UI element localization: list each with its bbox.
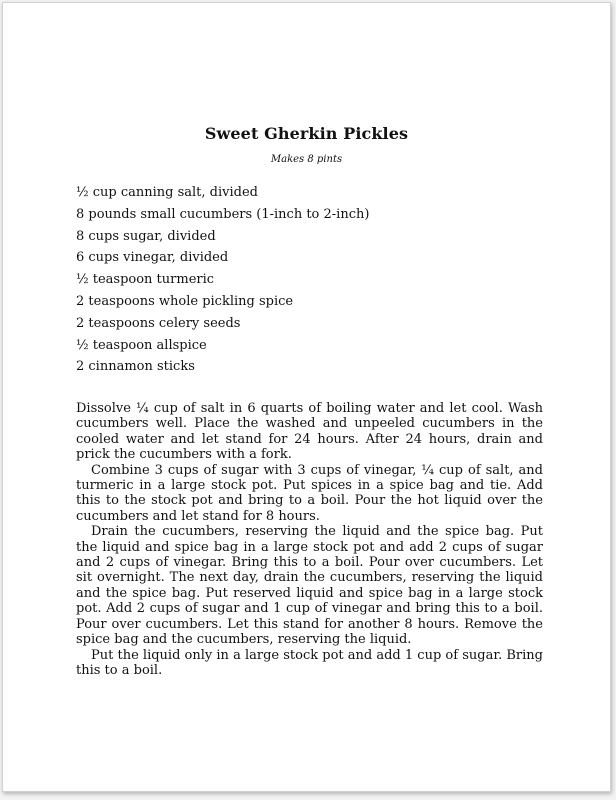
- recipe-title: Sweet Gherkin Pickles: [204, 124, 409, 143]
- recipe-yield: Makes 8 pints: [270, 154, 343, 165]
- ingredient-item: ½ teaspoon allspice: [76, 337, 207, 353]
- direction-paragraph: Combine 3 cups of sugar with 3 cups of vinegar, ¼ cup of salt, and turmeric in a large stock pot. Put spices in a spice bag and tie. Add this to the stock pot and bring to a boil. Pour the hot liquid over the cucumbers and let stand for 8 hours.: [76, 462, 543, 524]
- ingredient-item: 2 teaspoons whole pickling spice: [76, 293, 294, 309]
- ingredient-item: 2 cinnamon sticks: [76, 359, 195, 375]
- direction-paragraph: Drain the cucumbers, reserving the liquid and the spice bag. Put the liquid and spice bag in a large stock pot and add 2 cups of sugar and 2 cups of vinegar. Bring this to a boil. Pour over cucumbers. Let sit overnight. The next day, drain the cucumbers, reserving the liquid and the spice bag. Put reserved liquid and spice bag in a large stock pot. Add 2 cups of sugar and 1 cup of vinegar and bring this to a boil. Pour over cucumbers. Let this stand for another 8 hours. Remove the spice bag and the cucumbers, reserving the liquid.: [76, 524, 543, 648]
- directions-section: [76, 401, 543, 678]
- direction-paragraph: Put the liquid only in a large stock pot and add 1 cup of sugar. Bring this to a boil.: [76, 647, 543, 678]
- ingredient-item: ½ cup canning salt, divided: [76, 185, 258, 200]
- ingredient-item: 2 teaspoons celery seeds: [76, 315, 241, 331]
- ingredient-item: 8 cups sugar, divided: [76, 228, 216, 244]
- direction-paragraph: Dissolve ¼ cup of salt in 6 quarts of boiling water and let cool. Wash cucumbers well. Place the washed and unpeeled cucumbers in the cooled water and let stand for 24 hours. After 24 hours, drain and prick the cucumbers with a fork.: [76, 401, 543, 463]
- ingredient-list: [76, 182, 369, 378]
- document-page: [2, 2, 611, 792]
- ingredient-item: 8 pounds small cucumbers (1-inch to 2-inch): [76, 206, 370, 222]
- ingredient-item: 6 cups vinegar, divided: [76, 250, 229, 266]
- ingredient-item: ½ teaspoon turmeric: [76, 272, 215, 288]
